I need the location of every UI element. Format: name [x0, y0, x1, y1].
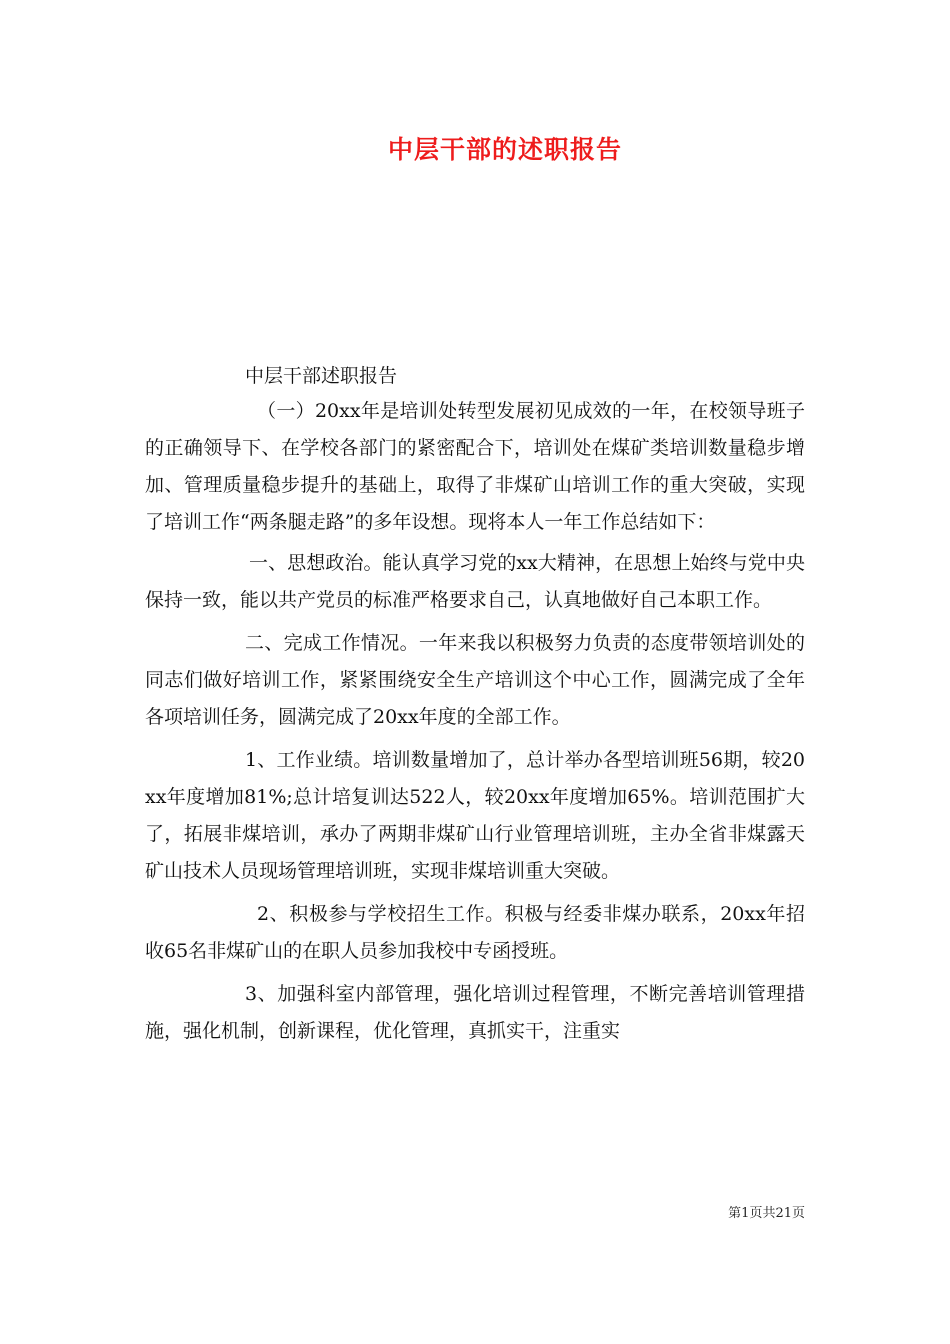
paragraph-work-status: 二、完成工作情况。一年来我以积极努力负责的态度带领培训处的同志们做好培训工作，紧紧围绕安全生产培训这个中心工作，圆满完成了全年各项培训任务，圆满完成了20xx年度的全部工作。	[145, 632, 805, 728]
document-body	[145, 360, 805, 1050]
paragraph-achievements: 1、工作业绩。培训数量增加了，总计举办各型培训班56期，较20xx年度增加81%;总计培复训达522人，较20xx年度增加65%。培训范围扩大了，拓展非煤培训，承办了两期非煤矿山行业管理培训班，主办全省非煤露天矿山技术人员现场管理培训班，实现非煤培训重大突破。	[145, 749, 805, 882]
paragraph-management: 3、加强科室内部管理，强化培训过程管理，不断完善培训管理措施，强化机制，创新课程，优化管理，真抓实干，注重实	[145, 983, 805, 1042]
page-number: 第1页共21页	[728, 1206, 805, 1221]
document-title: 中层干部的述职报告	[387, 135, 622, 164]
document-subtitle: 中层干部述职报告	[245, 365, 398, 387]
paragraph-intro: （一）20xx年是培训处转型发展初见成效的一年，在校领导班子的正确领导下、在学校各部门的紧密配合下，培训处在煤矿类培训数量稳步增加、管理质量稳步提升的基础上，取得了非煤矿山培训工作的重大突破，实现了培训工作“两条腿走路”的多年设想。现将本人一年工作总结如下：	[145, 400, 805, 533]
paragraph-enrollment: 2、积极参与学校招生工作。积极与经委非煤办联系，20xx年招收65名非煤矿山的在职人员参加我校中专函授班。	[145, 903, 805, 962]
paragraph-political: 一、思想政治。能认真学习党的xx大精神，在思想上始终与党中央保持一致，能以共产党员的标准严格要求自己，认真地做好自己本职工作。	[145, 552, 805, 611]
